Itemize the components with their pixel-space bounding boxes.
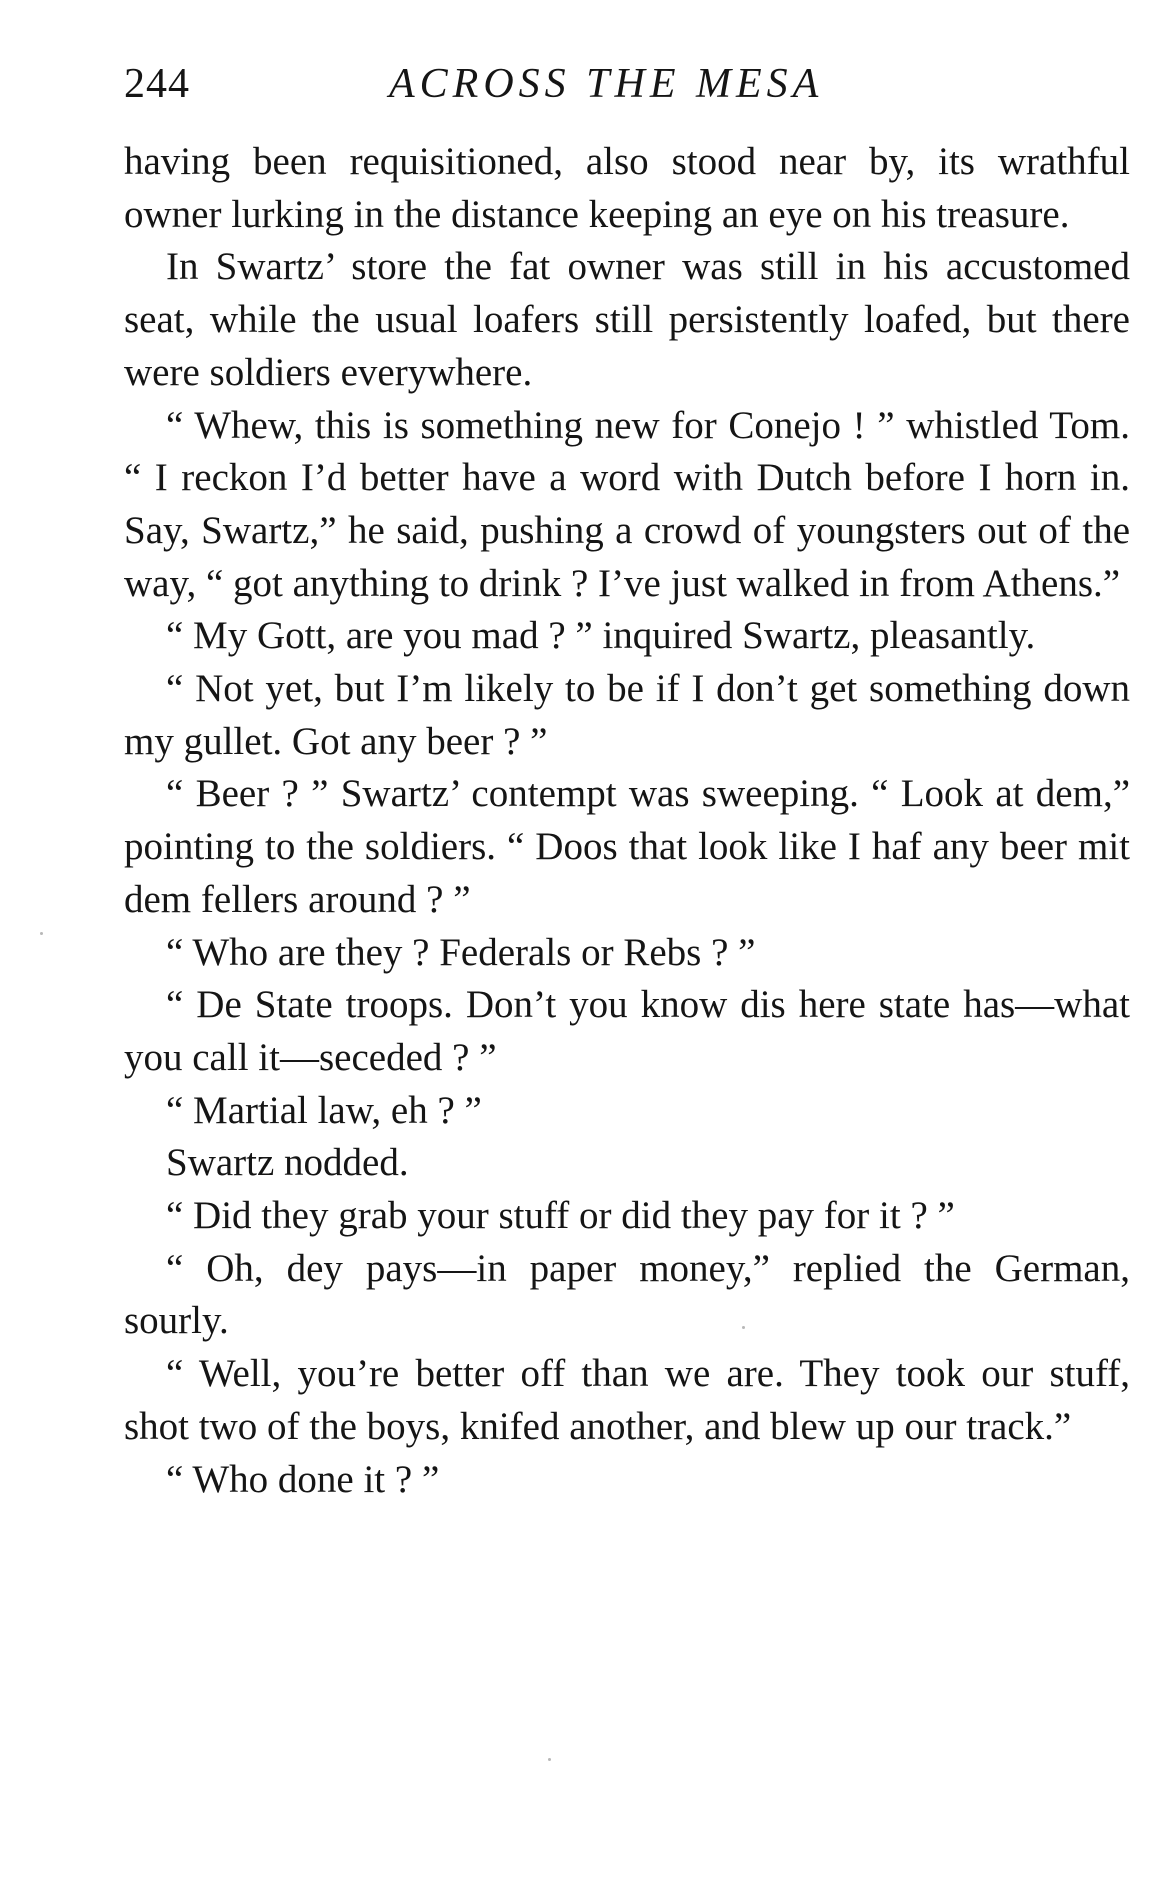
page-header: [124, 56, 1130, 112]
paper-speck: [742, 1326, 745, 1329]
paragraph: “ Well, you’re better off than we are. They took our stuff, shot two of the boys, knifed another, and blew up our track.”: [124, 1352, 1130, 1448]
paper-speck: [40, 932, 43, 935]
paragraph: “ Who done it ? ”: [166, 1457, 440, 1501]
paper-speck: [548, 1758, 551, 1761]
paragraph: “ My Gott, are you mad ? ” inquired Swartz, pleasantly.: [166, 614, 1036, 658]
paragraph: “ Beer ? ” Swartz’ contempt was sweeping. “ Look at dem,” pointing to the soldiers. “ Doos that look like I haf any beer mit dem fellers around ? ”: [124, 772, 1130, 921]
body-text: [124, 136, 1130, 1506]
paragraph: “ Who are they ? Federals or Rebs ? ”: [166, 930, 756, 974]
paragraph-continuation: having been requisitioned, also stood near by, its wrathful owner lurking in the distance keeping an eye on his treasure.: [124, 140, 1130, 236]
paragraph: “ De State troops. Don’t you know dis here state has—what you call it—seceded ? ”: [124, 983, 1130, 1079]
paragraph: “ Whew, this is something new for Conejo ! ” whistled Tom. “ I reckon I’d better have a word with Dutch before I horn in. Say, Swartz,” he said, pushing a crowd of youngsters out of the way, “ got anything to drink ? I’ve just walked in from Athens.”: [124, 403, 1130, 605]
paragraph: In Swartz’ store the fat owner was still in his accustomed seat, while the usual loafers still persistently loafed, but there were soldiers everywhere.: [124, 245, 1130, 394]
paragraph: “ Martial law, eh ? ”: [166, 1088, 482, 1132]
paragraph: “ Not yet, but I’m likely to be if I don’t get something down my gullet. Got any beer ? ”: [124, 667, 1130, 763]
page-number: 244: [124, 61, 190, 107]
paragraph: “ Did they grab your stuff or did they pay for it ? ”: [166, 1194, 955, 1238]
paragraph: Swartz nodded.: [166, 1141, 409, 1185]
paragraph: “ Oh, dey pays—in paper money,” replied the German, sourly.: [124, 1246, 1130, 1343]
running-title: ACROSS THE MESA: [389, 61, 824, 107]
